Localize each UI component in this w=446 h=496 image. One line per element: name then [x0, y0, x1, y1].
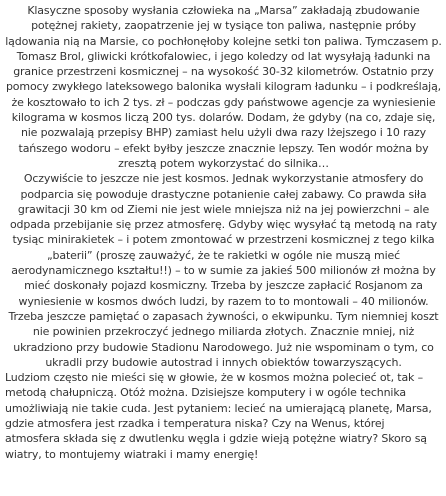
- paragraph-homemade-spaceflight: Ludziom często nie mieści się w głowie, że w kosmos można polecieć ot, tak – metodą chałupniczą. Otóż można. Dzisiejsze komputery i w ogóle technika umożliwiają nie takie cuda. Jest pytaniem: lecieć na umierającą planetę, Marsa, gdzie atmosfera jest rzadka i temperatura niska? Czy na Wenus, której atmosfera składa się z dwutlenku węgla i gdzie wieją potężne wiatry? Skoro są wiatry, to montujemy wiatraki i mamy energię!: [5, 371, 432, 461]
- paragraph-mars-launch-costs: Klasyczne sposoby wysłania człowieka na „Marsa” zakładają zbudowanie potężnej rakiety, zaopatrzenie jej w tysiące ton paliwa, następnie próby lądowania nią na Marsie, co pochłonęłoby kolejne setki ton paliwa. Tymczasem p. Tomasz Brol, gliwicki krótkofalowiec, i jego koledzy od lat wysyłają ładunki na granice przestrzeni kosmicznej – na wysokość 30-32 kilometrów. Ostatnio przy pomocy zwykłego lateksowego balonika wysłali kilogram ładunku – i podkreślają, że kosztowało to ich 2 tys. zł – podczas gdy państwowe agencje za wyniesienie kilograma w kosmos liczą 200 tys. dolarów. Dodam, że gdyby (na co, zdaje się, nie pozwalają przepisy BHP) zamiast helu użyli dwa razy lżejszego i 10 razy tańszego wodoru – efekt byłby jeszcze znacznie lepszy. Ten wodór można by zresztą potem wykorzystać do silnika…: [5, 4, 442, 170]
- paragraph-atmosphere-assist: Oczywiście to jeszcze nie jest kosmos. Jednak wykorzystanie atmosfery do podparcia się powoduje drastyczne potanienie całej zabawy. Co prawda siła grawitacji 30 km od Ziemi nie jest wiele mniejsza niż na jej powierzchni – ale odpada przebijanie się przez atmosferę. Gdyby więc wysyłać tą metodą na raty tysiąc minirakietek – i potem zmontować w przestrzeni kosmicznej z tego kilka „baterii” (proszę zauważyć, że te rakietki w ogóle nie muszą mieć aerodynamicznego kształtu!!) – to w sumie za jakieś 500 milionów zł można by mieć doskonały pojazd kosmiczny. Trzeba by jeszcze zapłacić Rosjanom za wyniesienie w kosmos dwóch ludzi, by razem to to montowali – 40 milionów. Trzeba jeszcze pamiętać o zapasach żywności, o ekwipunku. Tym niemniej koszt nie powinien przekroczyć jednego miliarda złotych. Znacznie mniej, niż ukradziono przy budowie Stadionu Narodowego. Już nie wspominam o tym, co ukradli przy budowie autostrad i innych obiektów towarzyszących.: [8, 172, 439, 369]
